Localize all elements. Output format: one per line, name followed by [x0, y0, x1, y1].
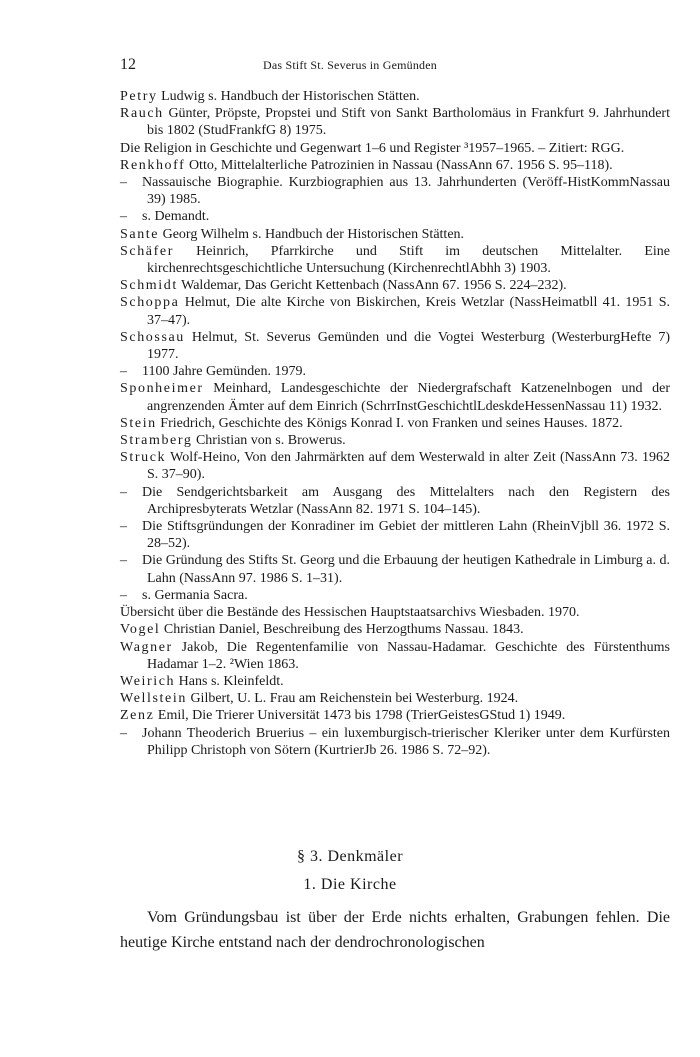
entry-text: Helmut, St. Severus Gemünden und die Vogtei Westerburg (WesterburgHefte 7) 1977.: [147, 329, 670, 363]
entry-text: Hans s. Kleinfeldt.: [175, 673, 284, 689]
repeat-author-dash: –: [120, 364, 127, 380]
entry-text: Heinrich, Pfarrkirche und Stift im deutschen Mittelalter. Eine kirchenrechtsgeschichtliche Untersuchung (KirchenrechtlAbhh 3) 1903.: [147, 243, 670, 277]
bibliography-entry: [120, 363, 670, 380]
bibliography-entry: [120, 604, 670, 621]
bibliography-entry: [120, 449, 670, 483]
entry-text: Die Sendgerichtsbarkeit am Ausgang des Mittelalters nach den Registern des Archipresbyterats Wetzlar (NassAnn 82. 1971 S. 104–145).: [142, 484, 670, 517]
bibliography-entry: [120, 673, 670, 690]
bibliography-list: [120, 88, 670, 759]
entry-text: Gilbert, U. L. Frau am Reichenstein bei Westerburg. 1924.: [186, 691, 519, 707]
page-number: 12: [120, 56, 136, 73]
entry-author: Schmidt: [120, 278, 178, 294]
bibliography-entry: [120, 415, 670, 432]
bibliography-entry: [120, 587, 670, 604]
bibliography-entry: [120, 484, 670, 518]
entry-text: Wolf-Heino, Von den Jahrmärkten auf dem Westerwald in alter Zeit (NassAnn 73. 1962 S. 37–90).: [147, 450, 670, 483]
entry-author: Sante: [120, 226, 160, 242]
bibliography-entry: [120, 174, 670, 208]
entry-author: Stein: [120, 415, 157, 431]
running-head: Das Stift St. Severus in Gemünden: [263, 58, 437, 72]
entry-author: Petry: [120, 89, 158, 104]
entry-text: Friedrich, Geschichte des Königs Konrad I. von Franken und seines Hauses. 1872.: [156, 415, 623, 431]
section-heading: § 3. Denkmäler: [296, 848, 404, 865]
repeat-author-dash: –: [120, 587, 127, 603]
bibliography-entry: [120, 294, 670, 328]
entry-text: s. Germania Sacra.: [142, 587, 248, 603]
bibliography-entry: [120, 725, 670, 759]
bibliography-entry: [120, 157, 670, 174]
entry-text: Die Religion in Geschichte und Gegenwart 1–6 und Register ³1957–1965. – Zitiert: RGG.: [120, 140, 625, 156]
entry-text: Georg Wilhelm s. Handbuch der Historischen Stätten.: [159, 226, 465, 242]
entry-text: Johann Theoderich Bruerius – ein luxemburgisch-trierischer Kleriker unter dem Kurfürsten Philipp Christoph von Sötern (KurtrierJb 26. 1986 S. 72–92).: [142, 725, 670, 758]
bibliography-entry: [120, 329, 670, 363]
bibliography-entry: [120, 380, 670, 414]
entry-text: Meinhard, Landesgeschichte der Niedergrafschaft Katzenelnbogen und der angrenzenden Ämter auf dem Einrich (SchrrInstGeschichtlLdeskdeHessenNassau 11) 1932.: [147, 381, 670, 414]
repeat-author-dash: –: [120, 484, 127, 500]
repeat-author-dash: –: [120, 209, 127, 225]
entry-author: Schäfer: [120, 243, 174, 259]
bibliography-entry: [120, 208, 670, 225]
page-header: [0, 56, 700, 76]
entry-text: Waldemar, Das Gericht Kettenbach (NassAnn 67. 1956 S. 224–232).: [177, 278, 567, 294]
entry-text: Günter, Pröpste, Propstei und Stift von Sankt Bartholomäus in Frankfurt 9. Jahrhundert bis 1802 (StudFrankfG 8) 1975.: [147, 106, 670, 139]
entry-text: Christian Daniel, Beschreibung des Herzogthums Nassau. 1843.: [160, 622, 524, 638]
entry-author: Zenz: [120, 708, 155, 724]
entry-text: Die Stiftsgründungen der Konradiner im Gebiet der mittleren Lahn (RheinVjbll 36. 1972 S. 28–52).: [142, 519, 670, 552]
entry-author: Weirich: [120, 673, 176, 689]
entry-author: Schossau: [120, 329, 185, 345]
subsection-heading: 1. Die Kirche: [303, 876, 397, 893]
entry-author: Vogel: [120, 622, 161, 638]
repeat-author-dash: –: [120, 519, 127, 535]
entry-text: Ludwig s. Handbuch der Historischen Stätten.: [157, 89, 420, 104]
bibliography-entry: [120, 518, 670, 552]
bibliography-entry: [120, 621, 670, 638]
entry-author: Schoppa: [120, 295, 180, 311]
entry-text: Nassauische Biographie. Kurzbiographien aus 13. Jahrhunderten (Veröff-HistKommNassau 39) 1985.: [142, 175, 670, 208]
bibliography-entry: [120, 140, 670, 157]
entry-author: Struck: [120, 450, 167, 466]
bibliography-entry: [120, 552, 670, 586]
entry-text: Jakob, Die Regentenfamilie von Nassau-Hadamar. Geschichte des Fürstenthums Hadamar 1–2. ²Wien 1863.: [147, 639, 670, 672]
entry-text: s. Demandt.: [142, 209, 210, 225]
entry-text: Die Gründung des Stifts St. Georg und die Erbauung der heutigen Kathedrale in Limburg a. d. Lahn (NassAnn 97. 1986 S. 1–31).: [142, 553, 670, 586]
entry-author: Rauch: [120, 106, 164, 122]
entry-text: Otto, Mittelalterliche Patrozinien in Nassau (NassAnn 67. 1956 S. 95–118).: [185, 157, 613, 173]
bibliography-entry: [120, 277, 670, 294]
entry-text: 1100 Jahre Gemünden. 1979.: [142, 364, 306, 380]
body-paragraph: Vom Gründungsbau ist über der Erde nichts erhalten, Grabungen fehlen. Die heutige Kirche entstand nach der dendrochronologischen: [120, 909, 670, 951]
bibliography-entry: [120, 88, 670, 105]
bibliography-entry: [120, 243, 670, 277]
repeat-author-dash: –: [120, 175, 127, 191]
entry-author: Wellstein: [120, 691, 187, 707]
repeat-author-dash: –: [120, 553, 127, 569]
bibliography-entry: [120, 105, 670, 139]
bibliography-entry: [120, 690, 670, 707]
entry-text: Übersicht über die Bestände des Hessischen Hauptstaatsarchivs Wiesbaden. 1970.: [120, 605, 580, 621]
entry-text: Emil, Die Trierer Universität 1473 bis 1798 (TrierGeistesGStud 1) 1949.: [154, 708, 566, 724]
bibliography-entry: [120, 432, 670, 449]
entry-author: Wagner: [120, 639, 173, 655]
entry-text: Helmut, Die alte Kirche von Biskirchen, Kreis Wetzlar (NassHeimatbll 41. 1951 S. 37–47).: [147, 295, 670, 328]
entry-author: Renkhoff: [120, 157, 186, 173]
entry-author: Sponheimer: [120, 381, 204, 397]
entry-text: Christian von s. Browerus.: [192, 433, 346, 449]
bibliography-entry: [120, 639, 670, 673]
repeat-author-dash: –: [120, 725, 127, 741]
bibliography-entry: [120, 226, 670, 243]
bibliography-entry: [120, 707, 670, 724]
entry-author: Stramberg: [120, 433, 193, 449]
